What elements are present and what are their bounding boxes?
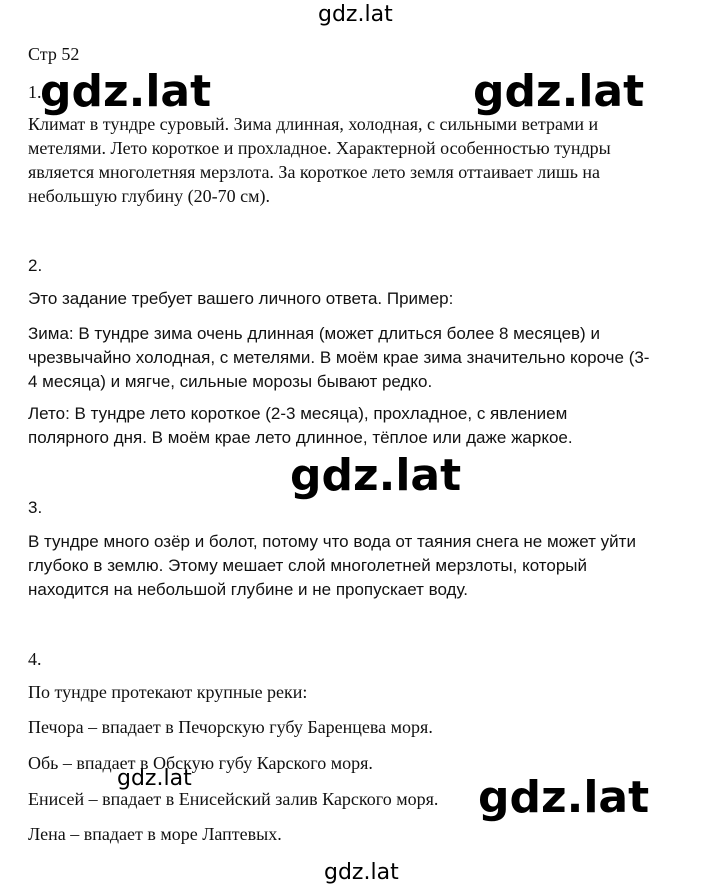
winter-line: Зима: В тундре зима очень длинная (может длиться более 8 месяцев) и [28,324,600,343]
section-1-number: 1. [28,82,42,102]
section-1-line: является многолетняя мерзлота. За короткое лето земля оттаивает лишь на [28,162,601,182]
section-3-line: глубоко в землю. Этому мешает слой многолетней мерзлоты, который [28,556,588,575]
section-1-line: метелями. Лето короткое и прохладное. Характерной особенностью тундры [28,138,611,158]
section-2-number: 2. [28,256,43,275]
section-2-winter [28,322,688,394]
section-3-number: 3. [28,498,43,517]
watermark-big-right: gdz.lat [473,66,645,117]
section-2-summer [28,402,688,450]
section-1-line: небольшую глубину (20-70 см). [28,186,271,206]
section-4-number: 4. [28,649,42,669]
watermark-top: gdz.lat [318,2,393,27]
river-item-yenisei: Енисей – впадает в Енисейский залив Карского моря. [28,789,439,809]
watermark-big-center: gdz.lat [290,450,462,501]
section-3-text [28,530,688,602]
section-1-text [28,112,688,208]
section-3-line: находится на небольшой глубине и не пропускает воду. [28,580,468,599]
watermark-big-bottom-right: gdz.lat [478,772,650,823]
summer-line: полярного дня. В моём крае лето длинное, тёплое или даже жаркое. [28,428,573,447]
watermark-small-mid: gdz.lat [117,766,192,791]
section-2-intro: Это задание требует вашего личного ответа. Пример: [28,289,454,308]
river-item-pechora: Печора – впадает в Печорскую губу Баренцева моря. [28,717,433,737]
section-3-line: В тундре много озёр и болот, потому что вода от таяния снега не может уйти [28,532,636,551]
winter-line: чрезвычайно холодная, с метелями. В моём крае зима значительно короче (3- [28,348,650,367]
winter-line: 4 месяца) и мягче, сильные морозы бывают редко. [28,372,433,391]
river-item-ob: Обь – впадает в Обскую губу Карского моря. [28,753,373,773]
watermark-bottom: gdz.lat [324,860,399,885]
watermark-big-left: gdz.lat [40,66,212,117]
summer-line: Лето: В тундре лето короткое (2-3 месяца), прохладное, с явлением [28,404,568,423]
section-1-line: Климат в тундре суровый. Зима длинная, холодная, с сильными ветрами и [28,114,599,134]
page-label: Стр 52 [28,44,80,64]
river-item-lena: Лена – впадает в море Лаптевых. [28,824,282,844]
section-4-intro: По тундре протекают крупные реки: [28,682,308,702]
